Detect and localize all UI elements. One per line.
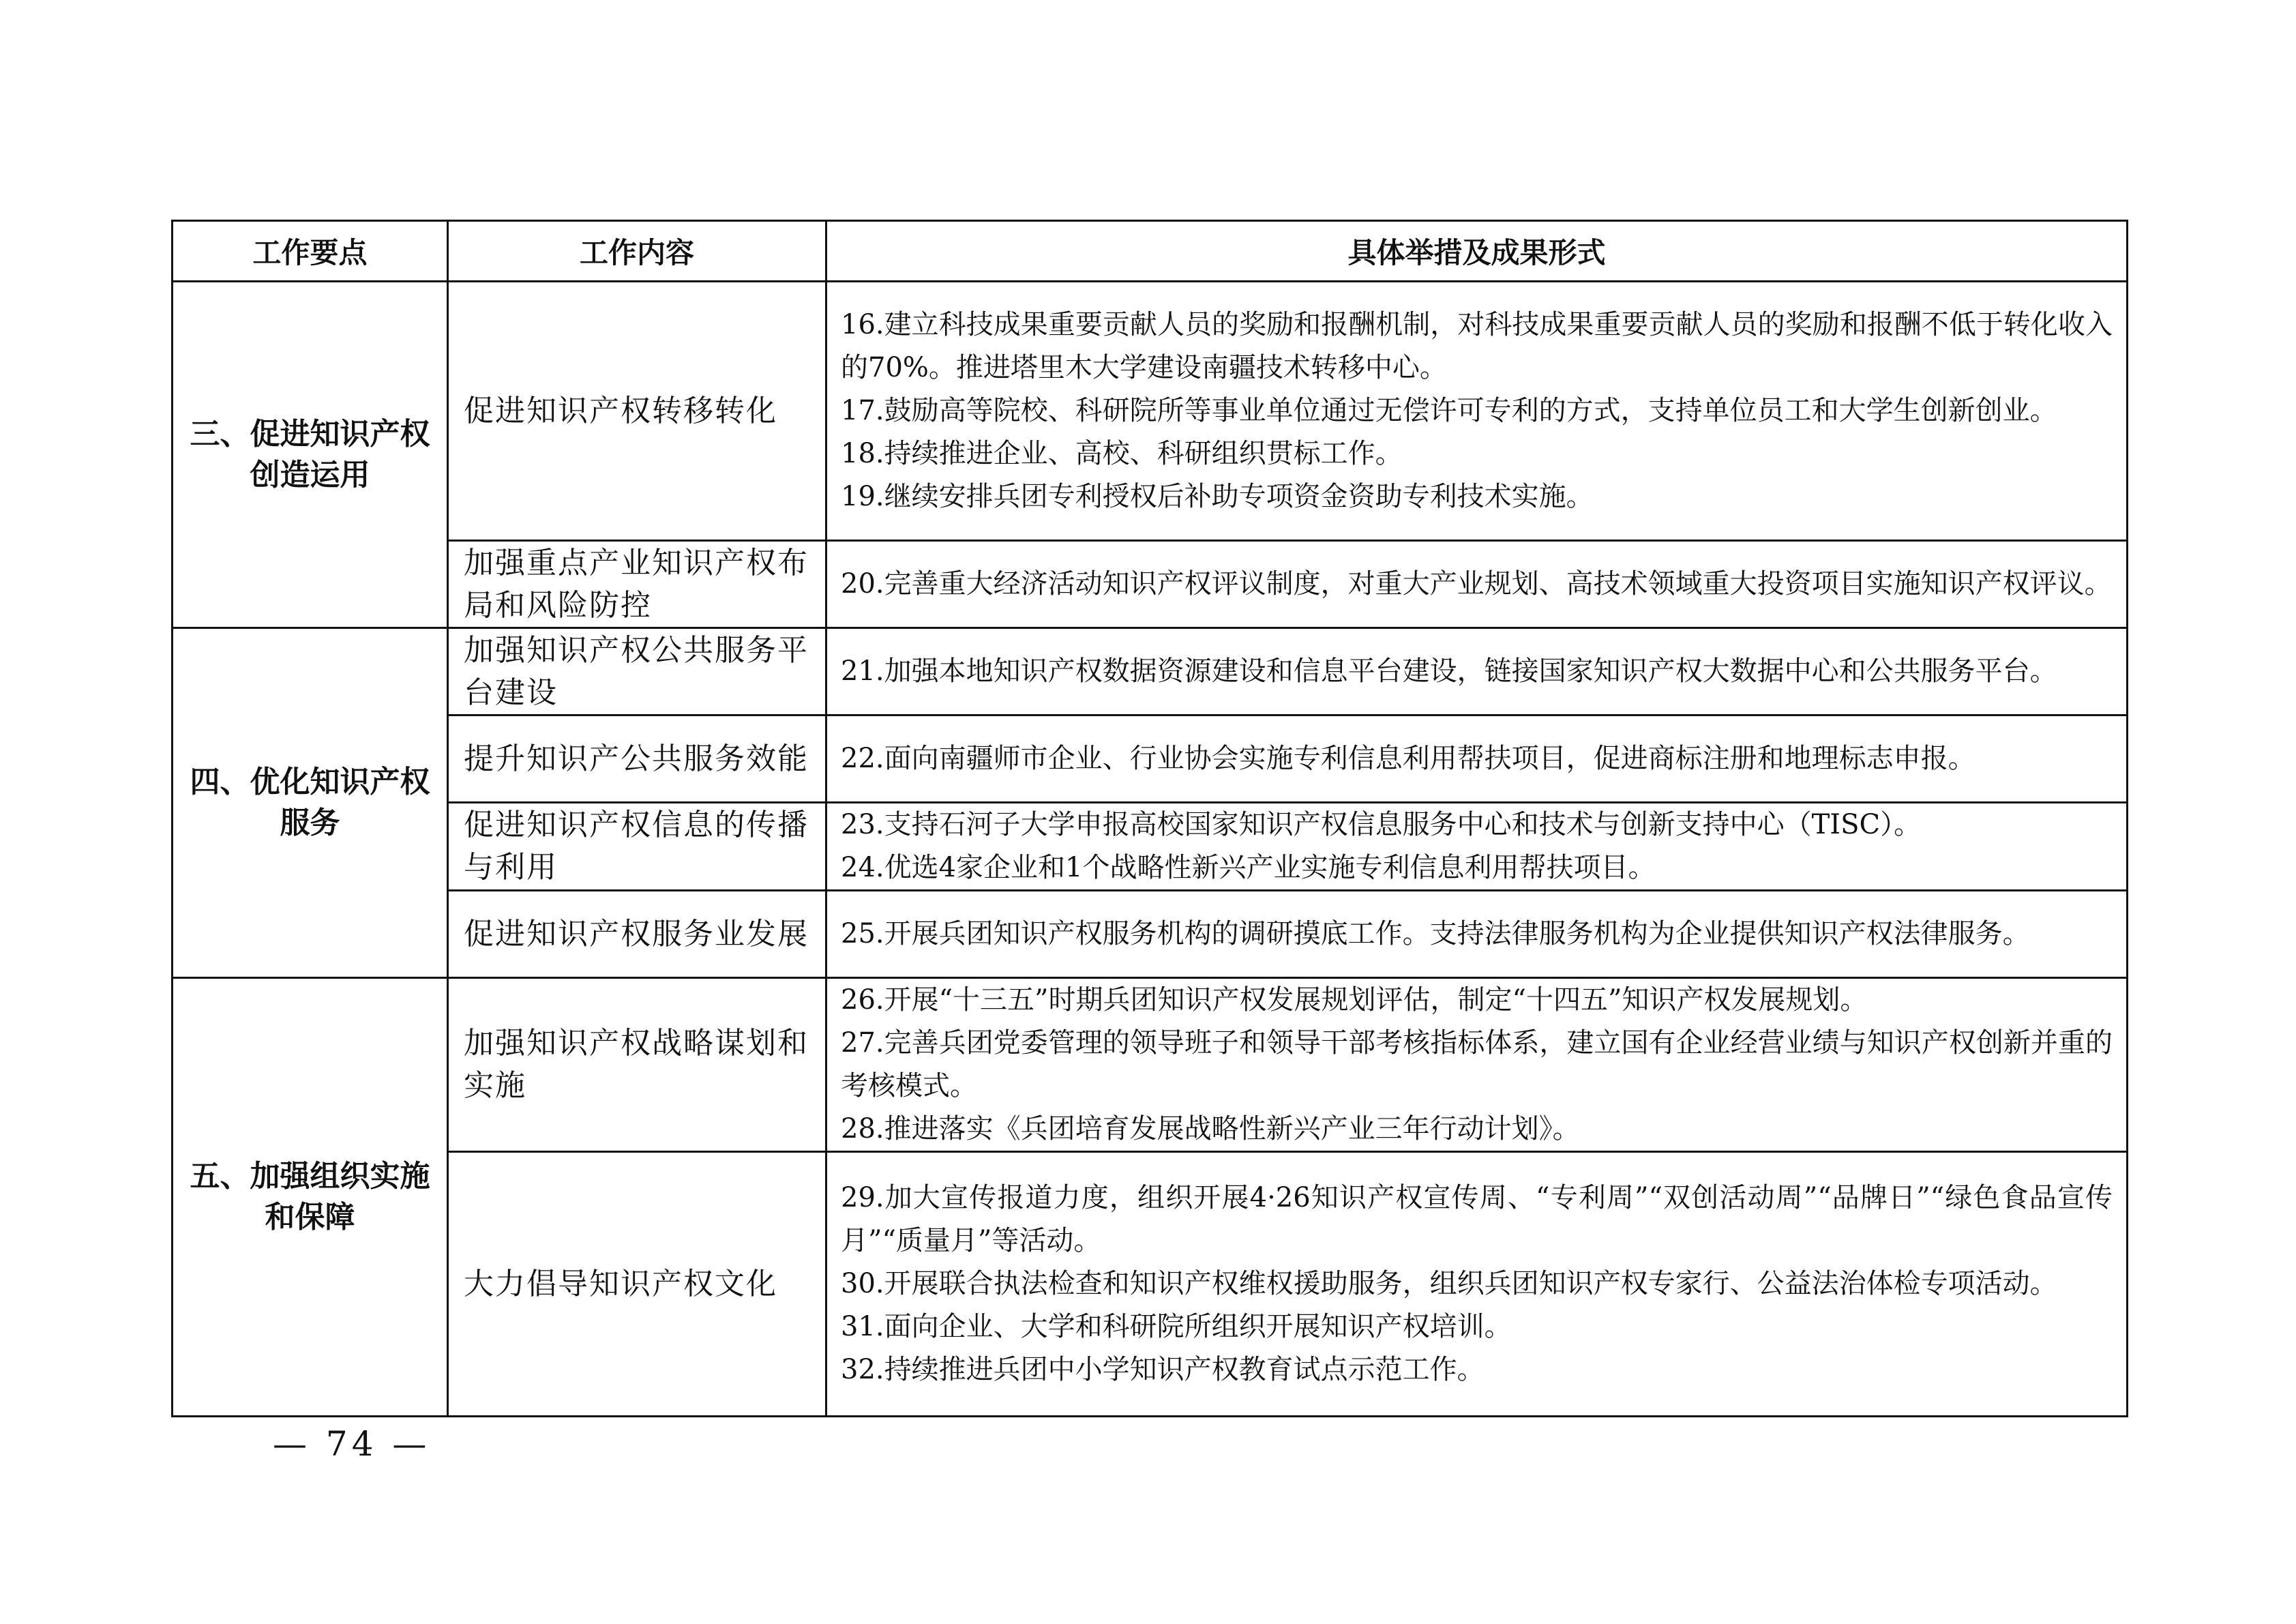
table-row: [173, 628, 2128, 715]
table-row: [173, 891, 2128, 978]
measure-item: 29.加大宣传报道力度，组织开展4·26知识产权宣传周、“专利周”“双创活动周”“品牌日”“绿色食品宣传月”“质量月”等活动。: [841, 1182, 2113, 1256]
measure-item: 18.持续推进企业、高校、科研组织贯标工作。: [841, 438, 1403, 469]
table-row: [173, 715, 2128, 803]
measure-item: 24.优选4家企业和1个战略性新兴产业实施专利信息利用帮扶项目。: [841, 852, 1656, 883]
measure-item: 17.鼓励高等院校、科研院所等事业单位通过无偿许可专利的方式，支持单位员工和大学生创新创业。: [841, 395, 2057, 426]
page-number: — 74 —: [273, 1424, 431, 1464]
measures-cell: [826, 978, 2128, 1152]
table-row: [173, 541, 2128, 628]
measure-item: 22.面向南疆师市企业、行业协会实施专利信息利用帮扶项目，促进商标注册和地理标志申报。: [841, 743, 1976, 774]
measure-item: 19.继续安排兵团专利授权后补助专项资金资助专利技术实施。: [841, 481, 1594, 512]
work-content-cell: 提升知识产公共服务效能: [448, 715, 826, 803]
header-work-point: 工作要点: [173, 221, 448, 282]
measure-item: 31.面向企业、大学和科研院所组织开展知识产权培训。: [841, 1311, 1512, 1342]
work-content-cell: 促进知识产权信息的传播与利用: [448, 803, 826, 891]
measure-item: 32.持续推进兵团中小学知识产权教育试点示范工作。: [841, 1354, 1485, 1385]
table-row: [173, 282, 2128, 541]
measure-item: 21.加强本地知识产权数据资源建设和信息平台建设，链接国家知识产权大数据中心和公共服务平台。: [841, 655, 2057, 687]
work-content-cell: 促进知识产权转移转化: [448, 282, 826, 541]
header-measures: 具体举措及成果形式: [826, 221, 2128, 282]
work-content-cell: 加强知识产权战略谋划和实施: [448, 978, 826, 1152]
measures-cell: [826, 891, 2128, 978]
measure-item: 20.完善重大经济活动知识产权评议制度，对重大产业规划、高技术领域重大投资项目实施知识产权评议。: [841, 568, 2112, 600]
table-row: [173, 1152, 2128, 1417]
measures-cell: [826, 715, 2128, 803]
measures-cell: [826, 1152, 2128, 1417]
table-row: [173, 978, 2128, 1152]
measure-item: 28.推进落实《兵团培育发展战略性新兴产业三年行动计划》。: [841, 1113, 1580, 1145]
measure-item: 25.开展兵团知识产权服务机构的调研摸底工作。支持法律服务机构为企业提供知识产权法律服务。: [841, 918, 2030, 949]
work-content-cell: 加强知识产权公共服务平台建设: [448, 628, 826, 715]
measure-item: 30.开展联合执法检查和知识产权维权援助服务，组织兵团知识产权专家行、公益法治体检专项活动。: [841, 1268, 2057, 1299]
section-point-3: 三、促进知识产权创造运用: [173, 282, 448, 628]
section-point-4: 四、优化知识产权服务: [173, 628, 448, 978]
plan-table: [171, 220, 2128, 1417]
measures-cell: [826, 541, 2128, 628]
table-header-row: [173, 221, 2128, 282]
work-content-cell: 加强重点产业知识产权布局和风险防控: [448, 541, 826, 628]
measure-item: 27.完善兵团党委管理的领导班子和领导干部考核指标体系，建立国有企业经营业绩与知识产权创新并重的考核模式。: [841, 1027, 2113, 1102]
work-content-cell: 促进知识产权服务业发展: [448, 891, 826, 978]
measure-item: 26.开展“十三五”时期兵团知识产权发展规划评估，制定“十四五”知识产权发展规划。: [841, 984, 1868, 1016]
measures-cell: [826, 803, 2128, 891]
table-row: [173, 803, 2128, 891]
work-content-cell: 大力倡导知识产权文化: [448, 1152, 826, 1417]
measures-cell: [826, 282, 2128, 541]
section-point-5: 五、加强组织实施和保障: [173, 978, 448, 1417]
measure-item: 23.支持石河子大学申报高校国家知识产权信息服务中心和技术与创新支持中心（TISC）。: [841, 809, 1922, 840]
measures-cell: [826, 628, 2128, 715]
header-work-content: 工作内容: [448, 221, 826, 282]
measure-item: 16.建立科技成果重要贡献人员的奖励和报酬机制，对科技成果重要贡献人员的奖励和报酬不低于转化收入的70%。推进塔里木大学建设南疆技术转移中心。: [841, 309, 2113, 383]
